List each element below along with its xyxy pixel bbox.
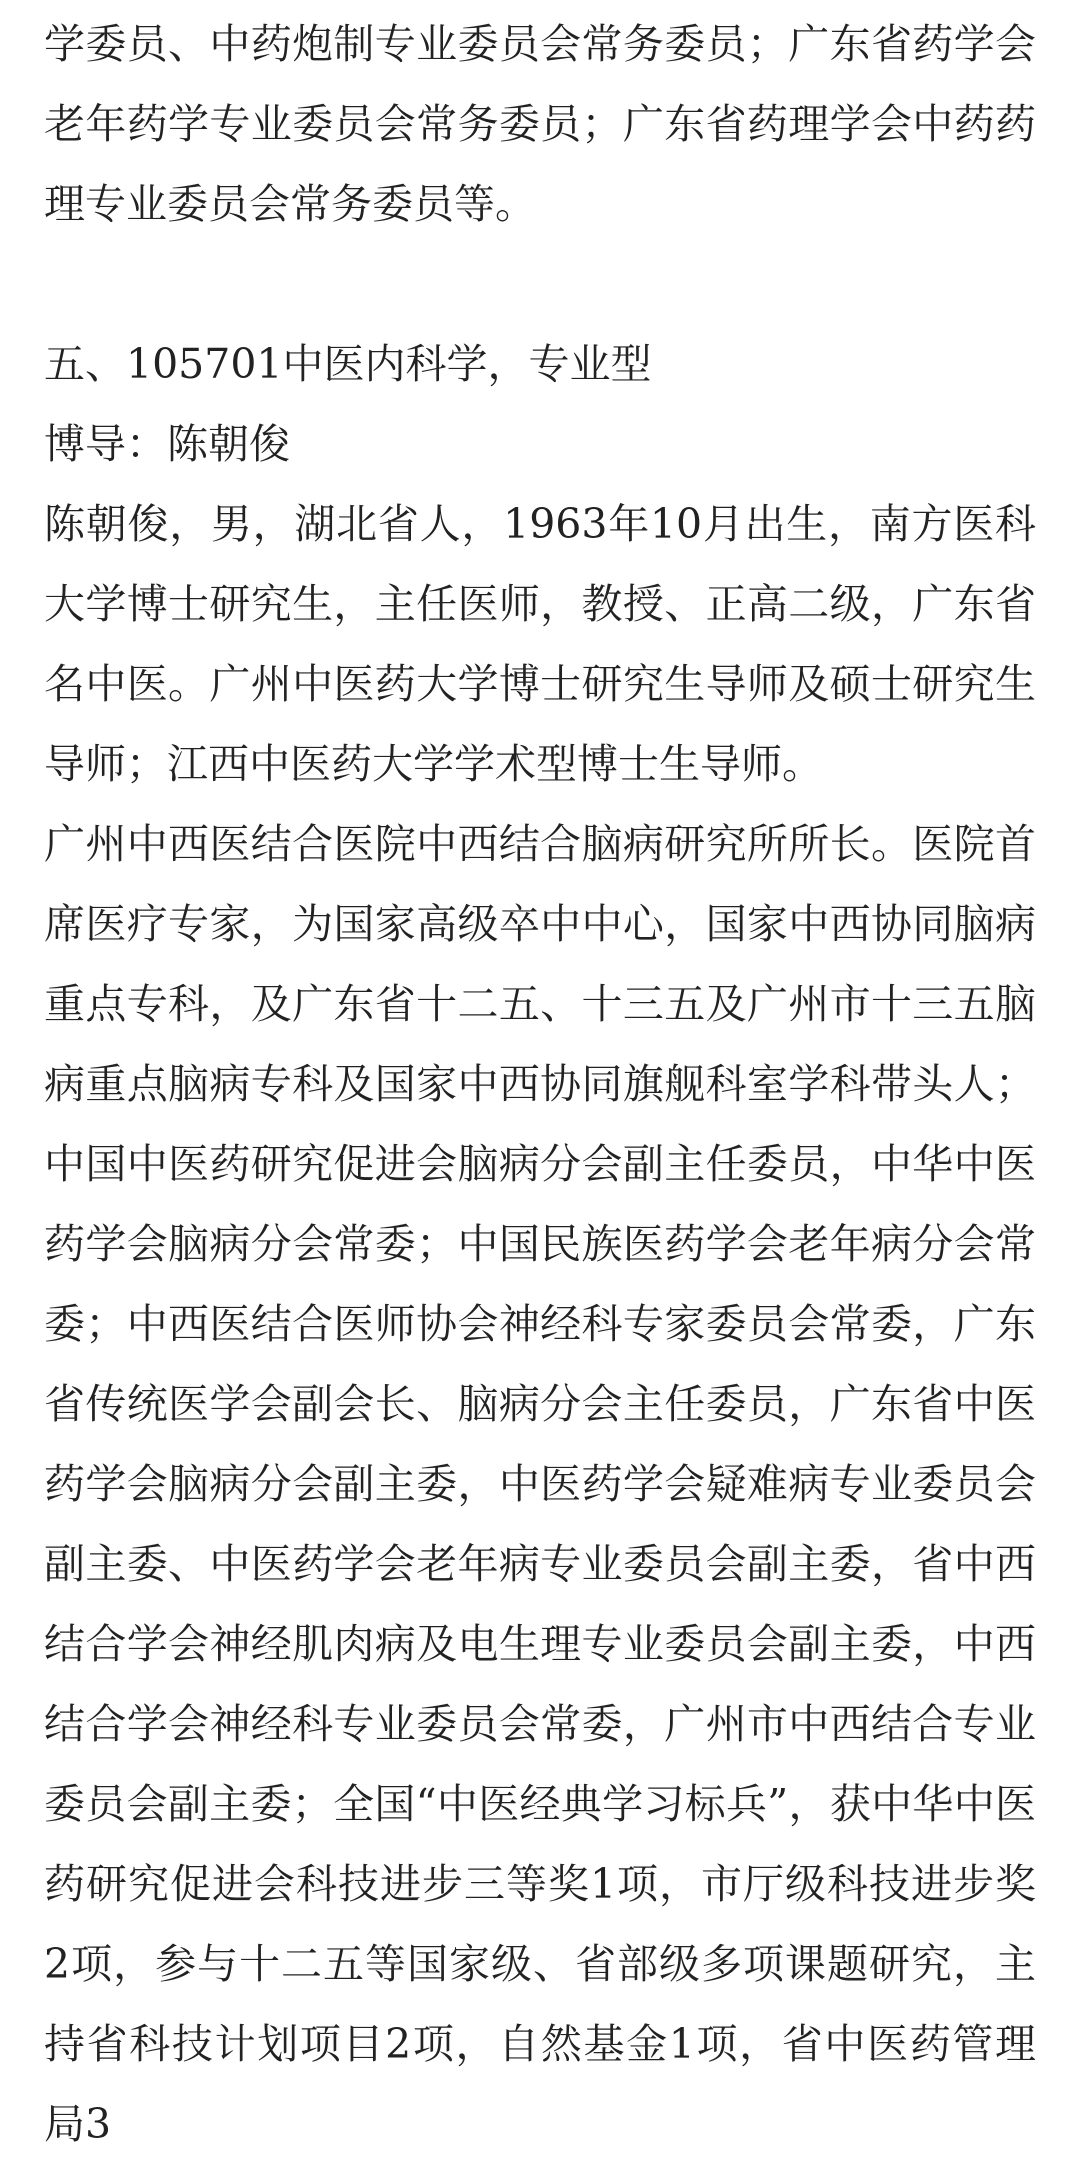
- biography-paragraph-1: 陈朝俊，男，湖北省人，1963年10月出生，南方医科大学博士研究生，主任医师，教授、正高二级，广东省名中医。广州中医药大学博士研究生导师及硕士研究生导师；江西中医药大学学术型博士生导师。: [44, 500, 1036, 788]
- paragraph-committee-roles: 学委员、中药炮制专业委员会常务委员；广东省药学会老年药学专业委员会常务委员；广东省药理学会中药药理专业委员会常务委员等。: [44, 20, 1036, 228]
- section-title: 五、105701中医内科学，专业型: [44, 340, 652, 388]
- doctoral-supervisor-line: 博导：陈朝俊: [44, 420, 290, 468]
- article-body: [44, 4, 1036, 2164]
- paragraph-gap: [44, 244, 1036, 324]
- biography-paragraph-2: 广州中西医结合医院中西结合脑病研究所所长。医院首席医疗专家，为国家高级卒中中心，国家中西协同脑病重点专科，及广东省十二五、十三五及广州市十三五脑病重点脑病专科及国家中西协同旗舰科室学科带头人；中国中医药研究促进会脑病分会副主任委员，中华中医药学会脑病分会常委；中国民族医药学会老年病分会常委；中西医结合医师协会神经科专家委员会常委，广东省传统医学会副会长、脑病分会主任委员，广东省中医药学会脑病分会副主委，中医药学会疑难病专业委员会副主委、中医药学会老年病专业委员会副主委，省中西结合学会神经肌肉病及电生理专业委员会副主委，中西结合学会神经科专业委员会常委，广州市中西结合专业委员会副主委；全国“中医经典学习标兵”，获中华中医药研究促进会科技进步三等奖1项，市厅级科技进步奖2项，参与十二五等国家级、省部级多项课题研究，主持省科技计划项目2项，自然基金1项，省中医药管理局3: [44, 820, 1036, 2148]
